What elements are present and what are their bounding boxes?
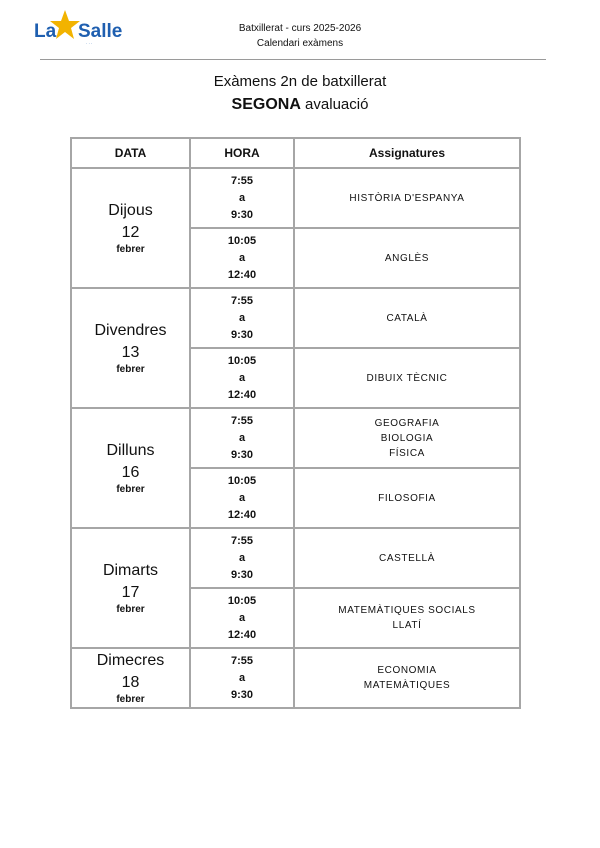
time-cell bbox=[190, 348, 294, 408]
date-month: febrer bbox=[116, 694, 145, 705]
time-cell bbox=[190, 408, 294, 468]
subjects-cell bbox=[294, 648, 520, 708]
time-start: 7:55 bbox=[230, 534, 254, 547]
time-end: 9:30 bbox=[230, 568, 254, 581]
time-separator: a bbox=[238, 311, 246, 324]
time-start: 7:55 bbox=[230, 174, 254, 187]
time-start: 7:55 bbox=[230, 654, 254, 667]
subjects-cell bbox=[294, 588, 520, 648]
subtitle-rest: avaluació bbox=[300, 96, 369, 113]
la-salle-logo bbox=[34, 8, 126, 48]
header-course: Batxillerat - curs 2025-2026 bbox=[238, 23, 362, 34]
date-day-number: 16 bbox=[121, 464, 140, 481]
subject-name: MATEMÀTIQUES SOCIALS bbox=[338, 605, 476, 616]
column-header-date: DATA bbox=[71, 138, 190, 168]
time-separator: a bbox=[238, 371, 246, 384]
date-cell bbox=[71, 168, 190, 288]
time-start: 10:05 bbox=[227, 594, 257, 607]
time-end: 9:30 bbox=[230, 328, 254, 341]
time-cell bbox=[190, 648, 294, 708]
time-separator: a bbox=[238, 611, 246, 624]
subjects-cell bbox=[294, 228, 520, 288]
date-weekday: Dijous bbox=[108, 202, 153, 219]
date-weekday: Dimecres bbox=[96, 652, 165, 669]
table-row bbox=[71, 408, 520, 468]
subject-name: ANGLÈS bbox=[384, 252, 430, 264]
time-end: 9:30 bbox=[230, 208, 254, 221]
table-body bbox=[71, 168, 520, 708]
time-end: 12:40 bbox=[227, 508, 257, 521]
subject-name: GEOGRAFIA bbox=[374, 417, 440, 429]
time-end: 12:40 bbox=[227, 388, 257, 401]
subject-name: DIBUIX TÈCNIC bbox=[366, 372, 448, 384]
subject-name: FÍSICA bbox=[389, 447, 425, 459]
table-row bbox=[71, 288, 520, 348]
time-end: 9:30 bbox=[230, 688, 254, 701]
table-row bbox=[71, 168, 520, 228]
subject-name: ECONOMIA bbox=[377, 665, 437, 676]
time-cell bbox=[190, 168, 294, 228]
table-row bbox=[71, 528, 520, 588]
date-weekday: Dilluns bbox=[106, 442, 155, 459]
time-start: 10:05 bbox=[227, 474, 257, 487]
date-month: febrer bbox=[116, 244, 145, 255]
time-separator: a bbox=[238, 671, 246, 684]
time-separator: a bbox=[238, 191, 246, 204]
time-cell bbox=[190, 228, 294, 288]
time-separator: a bbox=[238, 431, 246, 444]
header-divider bbox=[40, 59, 546, 60]
date-month: febrer bbox=[116, 604, 145, 615]
date-cell bbox=[71, 528, 190, 648]
table-row bbox=[71, 648, 520, 708]
time-start: 7:55 bbox=[230, 294, 254, 307]
time-end: 12:40 bbox=[227, 628, 257, 641]
subjects-cell bbox=[294, 168, 520, 228]
time-end: 12:40 bbox=[227, 268, 257, 281]
column-header-hour: HORA bbox=[190, 138, 294, 168]
date-cell bbox=[71, 408, 190, 528]
time-start: 10:05 bbox=[227, 234, 257, 247]
time-cell bbox=[190, 468, 294, 528]
subjects-cell bbox=[294, 288, 520, 348]
date-day-number: 13 bbox=[121, 344, 140, 361]
subject-name: MATEMÀTIQUES bbox=[363, 680, 451, 691]
header-calendar: Calendari exàmens bbox=[256, 38, 344, 49]
page-subtitle bbox=[0, 95, 600, 115]
time-cell bbox=[190, 288, 294, 348]
date-day-number: 18 bbox=[121, 674, 140, 691]
date-cell bbox=[71, 648, 190, 708]
time-cell bbox=[190, 588, 294, 648]
subjects-cell bbox=[294, 468, 520, 528]
table-header-row bbox=[71, 138, 520, 168]
time-separator: a bbox=[238, 251, 246, 264]
time-cell bbox=[190, 528, 294, 588]
exam-schedule-table bbox=[70, 137, 521, 709]
date-weekday: Divendres bbox=[94, 322, 167, 339]
time-separator: a bbox=[238, 551, 246, 564]
subject-name: FILOSOFIA bbox=[378, 492, 436, 504]
subtitle-strong: SEGONA bbox=[231, 96, 301, 113]
date-cell bbox=[71, 288, 190, 408]
date-day-number: 12 bbox=[121, 224, 140, 241]
svg-text:La: La bbox=[34, 21, 57, 42]
time-end: 9:30 bbox=[230, 448, 254, 461]
subject-name: LLATÍ bbox=[392, 620, 422, 631]
date-weekday: Dimarts bbox=[102, 562, 159, 579]
subject-name: HISTÒRIA D'ESPANYA bbox=[349, 192, 465, 204]
subjects-cell bbox=[294, 408, 520, 468]
subject-name: CATALÀ bbox=[386, 312, 428, 324]
subject-name: CASTELLÀ bbox=[379, 552, 435, 564]
subjects-cell bbox=[294, 348, 520, 408]
date-month: febrer bbox=[116, 364, 145, 375]
date-day-number: 17 bbox=[121, 584, 140, 601]
svg-text:Salle: Salle bbox=[78, 21, 123, 42]
time-start: 7:55 bbox=[230, 414, 254, 427]
date-month: febrer bbox=[116, 484, 145, 495]
time-separator: a bbox=[238, 491, 246, 504]
svg-text:· · ·: · · · bbox=[86, 41, 93, 46]
page-title: Exàmens 2n de batxillerat bbox=[213, 73, 387, 90]
subject-name: BIOLOGIA bbox=[380, 432, 434, 444]
time-start: 10:05 bbox=[227, 354, 257, 367]
subjects-cell bbox=[294, 528, 520, 588]
column-header-subjects: Assignatures bbox=[294, 138, 520, 168]
document-header bbox=[200, 21, 400, 51]
